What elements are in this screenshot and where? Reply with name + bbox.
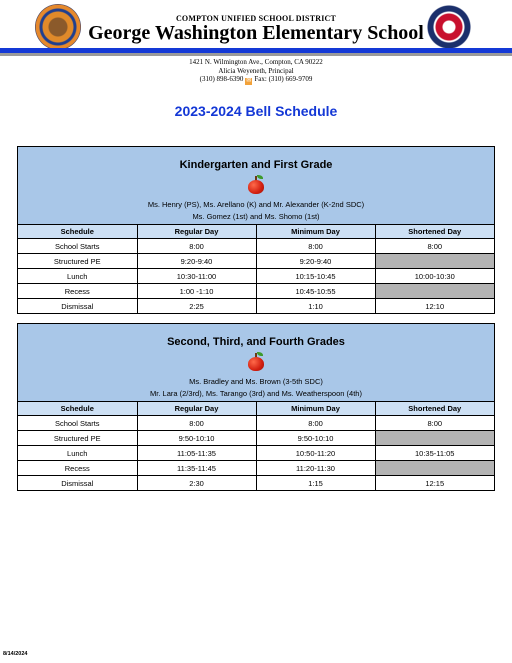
table-row	[18, 416, 494, 431]
column-header: Minimum Day	[256, 402, 375, 416]
header-divider-gray	[0, 53, 512, 56]
table-cell: 9:20-9:40	[256, 254, 375, 269]
table-header-row	[18, 402, 494, 416]
teacher-list	[18, 195, 494, 224]
table-cell: Dismissal	[18, 299, 137, 314]
table-cell: Recess	[18, 461, 137, 476]
table-row	[18, 239, 494, 254]
table-cell: 8:00	[256, 416, 375, 431]
table-cell: 8:00	[137, 416, 256, 431]
fax: Fax: (310) 669-9709	[254, 75, 313, 83]
table-row	[18, 461, 494, 476]
apple-icon	[247, 352, 265, 372]
column-header: Shortened Day	[375, 225, 494, 239]
table-cell: 8:00	[375, 239, 494, 254]
teacher-line: Mr. Lara (2/3rd), Ms. Tarango (3rd) and Ms. Weatherspoon (4th)	[150, 389, 362, 398]
table-cell: Dismissal	[18, 476, 137, 491]
table-cell: 1:15	[256, 476, 375, 491]
fax-icon: ✉	[246, 78, 252, 84]
school-name: George Washington Elementary School	[88, 22, 424, 44]
apple-icon	[247, 175, 265, 195]
table-row	[18, 284, 494, 299]
phone-fax-line	[0, 75, 512, 85]
table-cell: 10:35-11:05	[375, 446, 494, 461]
section-header	[18, 324, 494, 402]
table-cell: 11:05-11:35	[137, 446, 256, 461]
teacher-line: Ms. Bradley and Ms. Brown (3-5th SDC)	[189, 377, 323, 386]
teacher-list	[18, 372, 494, 401]
table-cell: School Starts	[18, 239, 137, 254]
table-header-row	[18, 225, 494, 239]
schedule-section-k1	[17, 146, 495, 314]
column-header: Regular Day	[137, 225, 256, 239]
table-cell: 9:20-9:40	[137, 254, 256, 269]
table-cell: 2:25	[137, 299, 256, 314]
teacher-line: Ms. Gomez (1st) and Ms. Shomo (1st)	[192, 212, 320, 221]
table-cell: 8:00	[375, 416, 494, 431]
table-cell: 9:50-10:10	[137, 431, 256, 446]
table-cell: 12:10	[375, 299, 494, 314]
table-cell-na	[375, 461, 494, 476]
district-name: COMPTON UNIFIED SCHOOL DISTRICT	[175, 14, 337, 23]
column-header: Schedule	[18, 402, 137, 416]
table-cell: 10:00-10:30	[375, 269, 494, 284]
table-row	[18, 446, 494, 461]
table-cell: Structured PE	[18, 431, 137, 446]
schedule-section-2-4	[17, 323, 495, 491]
table-cell: 8:00	[137, 239, 256, 254]
table-cell: 9:50-10:10	[256, 431, 375, 446]
table-row	[18, 476, 494, 491]
table-cell: 11:35-11:45	[137, 461, 256, 476]
schedule-table	[18, 225, 494, 313]
teacher-line: Ms. Henry (PS), Ms. Arellano (K) and Mr. Alexander (K-2nd SDC)	[147, 200, 365, 209]
table-cell: 10:15-10:45	[256, 269, 375, 284]
table-cell-na	[375, 254, 494, 269]
table-row	[18, 254, 494, 269]
table-row	[18, 299, 494, 314]
contact-block	[0, 58, 512, 85]
table-cell: 1:00 -1:10	[137, 284, 256, 299]
section-header	[18, 147, 494, 225]
table-cell: 10:50-11:20	[256, 446, 375, 461]
address: 1421 N. Wilmington Ave., Compton, CA 90222	[189, 58, 323, 66]
table-cell-na	[375, 431, 494, 446]
table-cell: 10:45-10:55	[256, 284, 375, 299]
table-cell: Lunch	[18, 269, 137, 284]
table-cell: 2:30	[137, 476, 256, 491]
column-header: Schedule	[18, 225, 137, 239]
table-cell: Structured PE	[18, 254, 137, 269]
table-cell: 11:20-11:30	[256, 461, 375, 476]
column-header: Regular Day	[137, 402, 256, 416]
table-cell: Lunch	[18, 446, 137, 461]
column-header: Shortened Day	[375, 402, 494, 416]
table-cell-na	[375, 284, 494, 299]
table-cell: 12:15	[375, 476, 494, 491]
footer-date: 8/14/2024	[3, 651, 28, 657]
principal: Alicia Weyeneth, Principal	[218, 66, 294, 75]
grade-heading: Kindergarten and First Grade	[179, 159, 333, 171]
table-cell: 10:30-11:00	[137, 269, 256, 284]
page-title: 2023-2024 Bell Schedule	[174, 103, 338, 119]
column-header: Minimum Day	[256, 225, 375, 239]
table-row	[18, 269, 494, 284]
table-row	[18, 431, 494, 446]
schedule-table	[18, 402, 494, 490]
table-cell: Recess	[18, 284, 137, 299]
table-cell: School Starts	[18, 416, 137, 431]
grade-heading: Second, Third, and Fourth Grades	[167, 336, 345, 348]
phone: (310) 898-6390	[199, 75, 244, 83]
table-cell: 8:00	[256, 239, 375, 254]
table-cell: 1:10	[256, 299, 375, 314]
